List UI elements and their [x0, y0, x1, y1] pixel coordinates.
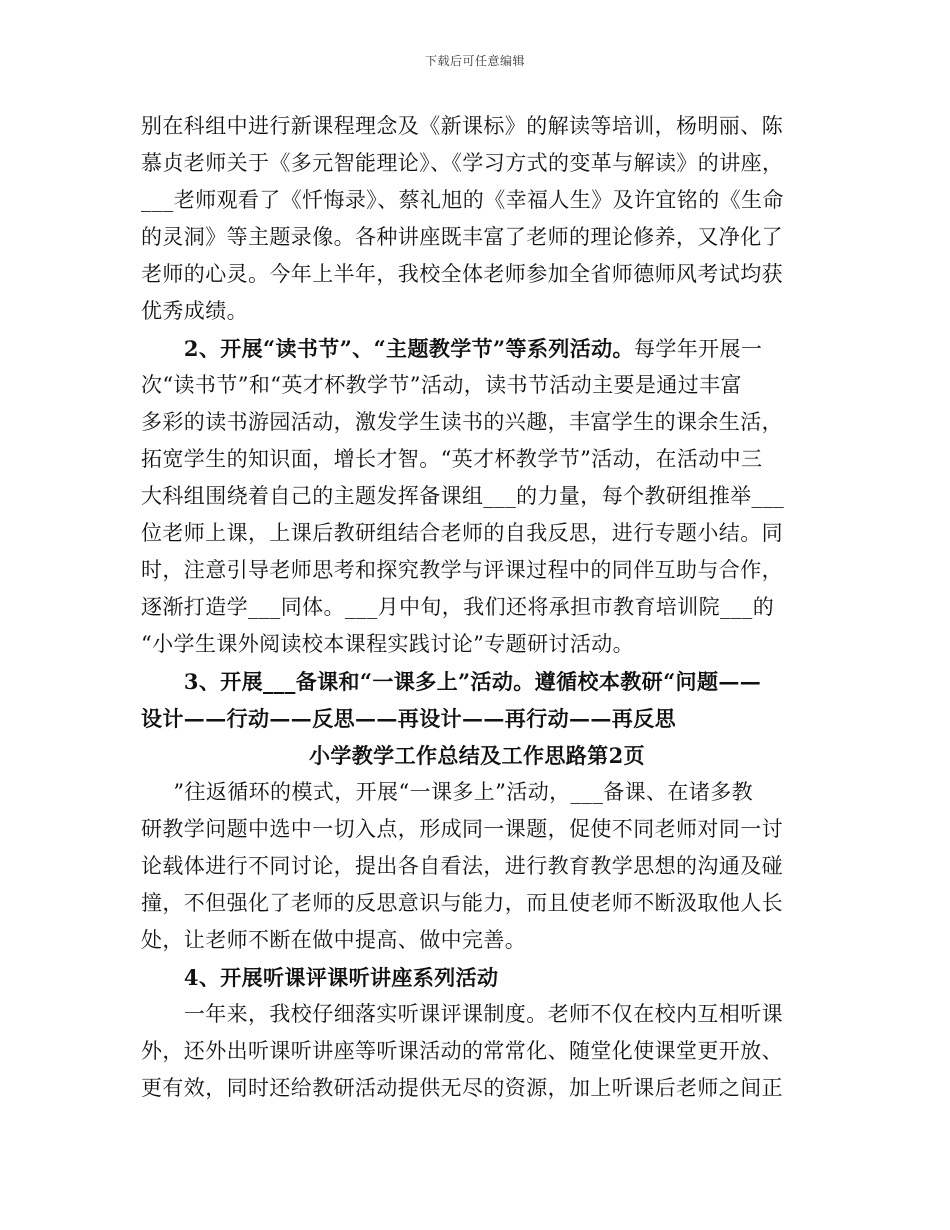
text-line: ___老师观看了《忏悔录》、蔡礼旭的《幸福人生》及许宜铭的《生命 [141, 188, 784, 212]
section-heading-2: 2、开展“读书节”、“主题教学节”等系列活动。 [183, 336, 634, 361]
text-line: 拓宽学生的知识面，增长才智。“英才杯教学节”活动，在活动中三 [141, 447, 763, 471]
paragraph-2 [141, 330, 813, 663]
text-line: 次“读书节”和“英才杯教学节”活动，读书节活动主要是通过丰富 [141, 373, 742, 397]
text-span: 3、开展___备课和“一课多上”活动。遵循校本教研“问题—— [183, 669, 762, 694]
page-header: 下载后可任意编辑 [424, 54, 525, 68]
section-heading-3-cont: 设计——行动——反思——再设计——再行动——再反思 [141, 706, 676, 731]
text-line [141, 774, 813, 811]
text-line: 的灵洞》等主题录像。各种讲座既丰富了老师的理论修养，又净化了 [141, 225, 783, 249]
text-line: 逐渐打造学___同体。___月中旬，我们还将承担市教育培训院___的 [141, 595, 775, 619]
page-title: 小学教学工作总结及工作思路第2页 [308, 743, 645, 768]
section-heading-4 [141, 959, 813, 996]
text-line: “小学生课外阅读校本课程实践讨论”专题研讨活动。 [141, 632, 635, 656]
paragraph-1 [141, 108, 813, 330]
text-line: 外，还外出听课听讲座等听课活动的常常化、随堂化使课堂更开放、 [141, 1039, 783, 1063]
paragraph-3 [141, 663, 813, 737]
text-line [141, 996, 813, 1033]
text-line: 研教学问题中选中一切入点，形成同一课题，促使不同老师对同一讨 [141, 817, 783, 841]
text-line: 慕贞老师关于《多元智能理论》、《学习方式的变革与解读》的讲座， [141, 151, 784, 175]
text-line: 大科组围绕着自己的主题发挥备课组___的力量，每个教研组推举___ [141, 484, 785, 508]
text-line: 老师的心灵。今年上半年，我校全体老师参加全省师德师风考试均获 [141, 262, 783, 286]
section-heading-3 [141, 663, 813, 700]
text-line: 处，让老师不断在做中提高、做中完善。 [141, 928, 527, 952]
text-line [141, 330, 813, 367]
text-span: 每学年开展一 [633, 337, 763, 361]
text-line: 更有效，同时还给教研活动提供无尽的资源，加上听课后老师之间正 [141, 1076, 783, 1100]
text-span: 4、开展听课评课听讲座系列活动 [183, 965, 499, 990]
text-line: 优秀成绩。 [141, 299, 248, 323]
text-line: 多彩的读书游园活动，激发学生读书的兴趣，丰富学生的课余生活， [141, 410, 783, 434]
text-span: 一年来，我校仔细落实听课评课制度。老师不仅在校内互相听课 [183, 1002, 784, 1026]
text-line: 撞，不但强化了老师的反思意识与能力，而且使老师不断汲取他人长 [141, 891, 783, 915]
text-line: 时，注意引导老师思考和探究教学与评课过程中的同伴互助与合作， [141, 558, 783, 582]
text-line: 别在科组中进行新课程理念及《新课标》的解读等培训，杨明丽、陈 [141, 114, 783, 138]
paragraph-4 [141, 774, 813, 959]
paragraph-5 [141, 996, 813, 1107]
document-body [141, 108, 813, 1107]
text-line: 论载体进行不同讨论，提出各自看法，进行教育教学思想的沟通及碰 [141, 854, 783, 878]
text-line: 位老师上课，上课后教研组结合老师的自我反思，进行专题小结。同 [141, 521, 783, 545]
text-span: ”往返循环的模式，开展“一课多上”活动，___备课、在诸多教 [173, 780, 754, 804]
